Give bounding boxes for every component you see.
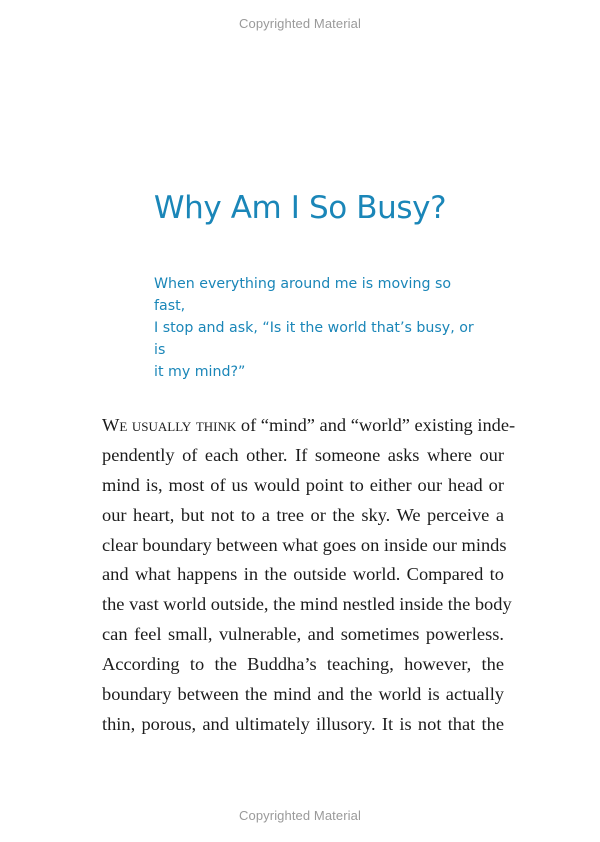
body-line (102, 411, 516, 441)
body-line: and what happens in the outside world. Compared to (102, 564, 504, 585)
epigraph-line: I stop and ask, “Is it the world that’s busy, or is (154, 320, 474, 358)
body-line: mind is, most of us would point to either our head or (102, 474, 504, 495)
body-line: According to the Buddha’s teaching, however, the (102, 654, 504, 675)
chapter-title: Why Am I So Busy? (153, 190, 447, 226)
epigraph-line: When everything around me is moving so fast, (154, 276, 452, 314)
copyright-watermark-bottom: Copyrighted Material (239, 808, 361, 823)
body-line: boundary between the mind and the world is actually (102, 684, 504, 705)
body-paragraph (102, 411, 516, 740)
body-line: our heart, but not to a tree or the sky. We perceive a (102, 504, 504, 525)
copyright-watermark-top: Copyrighted Material (239, 16, 361, 31)
body-line: thin, porous, and ultimately illusory. It is not that the (102, 713, 504, 734)
body-line: clear boundary between what goes on inside our minds (102, 534, 507, 555)
epigraph (154, 273, 474, 383)
epigraph-line: it my mind?” (154, 364, 246, 380)
body-line-text: of “mind” and “world” existing inde- (236, 415, 516, 435)
lead-in-smallcaps: We usually think (102, 415, 237, 435)
body-line: pendently of each other. If someone asks where our (102, 444, 504, 465)
body-line: the vast world outside, the mind nestled inside the body (102, 594, 512, 615)
body-line: can feel small, vulnerable, and sometimes powerless. (102, 624, 504, 645)
